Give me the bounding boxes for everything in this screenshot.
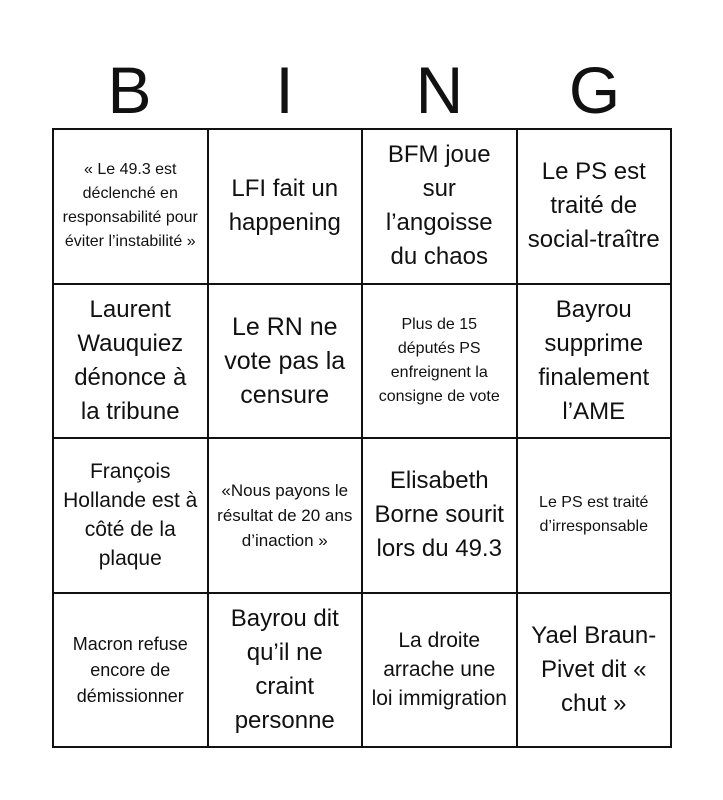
bingo-cell[interactable]: LFI fait un happening: [208, 129, 363, 284]
bingo-cell[interactable]: Yael Braun-Pivet dit « chut »: [517, 593, 672, 748]
bingo-cell[interactable]: «Nous payons le résultat de 20 ans d’inaction »: [208, 438, 363, 593]
bingo-cell[interactable]: Plus de 15 députés PS enfreignent la consigne de vote: [362, 284, 517, 439]
bingo-cell[interactable]: « Le 49.3 est déclenché en responsabilité pour éviter l’instabilité »: [53, 129, 208, 284]
bingo-cell[interactable]: Bayrou supprime finalement l’AME: [517, 284, 672, 439]
bingo-cell[interactable]: BFM joue sur l’angoisse du chaos: [362, 129, 517, 284]
bingo-grid: [52, 128, 672, 748]
bingo-cell[interactable]: La droite arrache une loi immigration: [362, 593, 517, 748]
bingo-cell[interactable]: Le PS est traité de social-traître: [517, 129, 672, 284]
bingo-cell[interactable]: Le RN ne vote pas la censure: [208, 284, 363, 439]
bingo-cell[interactable]: Laurent Wauquiez dénonce à la tribune: [53, 284, 208, 439]
header-letter-i: I: [275, 53, 294, 127]
bingo-header: [52, 52, 672, 128]
bingo-cell[interactable]: François Hollande est à côté de la plaque: [53, 438, 208, 593]
bingo-cell[interactable]: Le PS est traité d’irresponsable: [517, 438, 672, 593]
header-letter-g: G: [568, 53, 621, 127]
header-letter-n: N: [415, 53, 464, 127]
bingo-cell[interactable]: Elisabeth Borne sourit lors du 49.3: [362, 438, 517, 593]
bingo-cell[interactable]: Bayrou dit qu’il ne craint personne: [208, 593, 363, 748]
bingo-cell[interactable]: Macron refuse encore de démissionner: [53, 593, 208, 748]
header-letter-b: B: [107, 53, 152, 127]
